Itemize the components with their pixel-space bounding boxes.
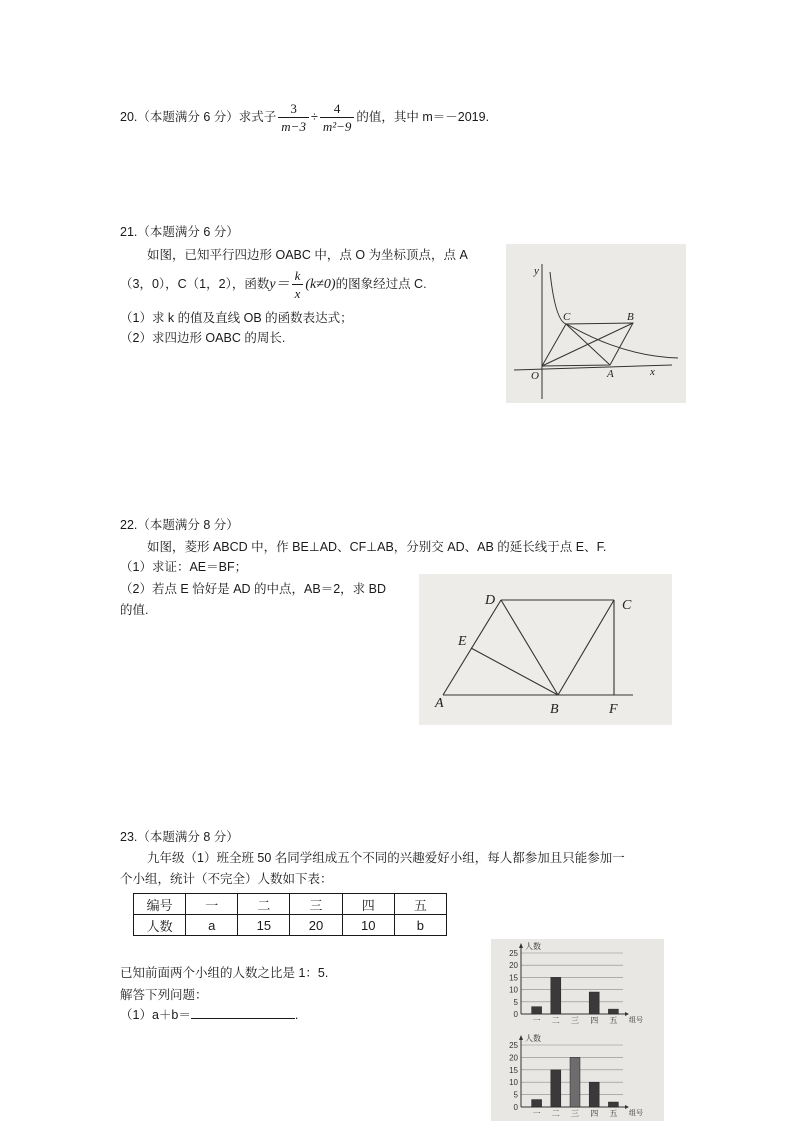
x-axis-label: 组号 [629, 1017, 643, 1024]
bar [589, 992, 599, 1014]
q20-divide-sign: ÷ [310, 110, 318, 124]
q22-line1: 如图，菱形 ABCD 中，作 BE⊥AD、CF⊥AB，分别交 AD、AB 的延长线于点 E、F. [147, 540, 607, 554]
side-bc [558, 600, 614, 695]
bar [551, 1070, 561, 1107]
q22-sub2b: 的值. [120, 603, 149, 617]
y-tick-label: 25 [509, 949, 518, 958]
q23-sub1: （1）a＋b＝ . [120, 1008, 299, 1022]
table-cell: 五 [394, 894, 446, 915]
table-cell: 四 [342, 894, 394, 915]
x-tick-label: 四 [590, 1109, 599, 1118]
table-cell: 20 [290, 915, 342, 936]
segment-be [471, 648, 558, 695]
y-tick-label: 5 [513, 997, 518, 1007]
q23-header: 23.（本题满分 8 分） [120, 830, 239, 844]
diagonal-ac [566, 324, 610, 365]
label-b: B [627, 311, 634, 323]
table-cell: 一 [186, 894, 238, 915]
bar [608, 1102, 618, 1107]
x-axis-arrow [625, 1012, 629, 1016]
side-ad [443, 600, 501, 695]
x-tick-label: 二 [551, 1016, 560, 1025]
x-axis-label: 组号 [629, 1110, 643, 1117]
y-axis-arrow [519, 943, 523, 948]
q20-suffix: 的值，其中 m＝－2019. [356, 110, 490, 124]
q21-line2: （3，0），C（1，2），函数y＝ $\frac{k}{x}$ (k≠0)的图象经过点 C. [120, 268, 427, 302]
bar [570, 1057, 580, 1107]
table-cell: 二 [238, 894, 290, 915]
y-tick-label: 15 [509, 973, 518, 983]
table-row [134, 915, 447, 936]
q21-sub1: （1）求 k 的值及直线 OB 的函数表达式； [120, 311, 353, 325]
bar [532, 1100, 542, 1107]
q23-line1: 九年级（1）班全班 50 名同学组成五个不同的兴趣爱好小组，每人都参加且只能参加一 [147, 851, 625, 865]
x-tick-label: 三 [571, 1016, 579, 1025]
table-cell: 人数 [134, 915, 186, 936]
bar-charts [491, 939, 664, 1121]
x-tick-label: 三 [571, 1109, 579, 1118]
q23-line2: 个小组，统计（不完全）人数如下表： [120, 872, 333, 886]
label-e: E [458, 634, 467, 649]
x-axis-arrow [625, 1105, 629, 1109]
label-b: B [550, 702, 559, 717]
y-tick-label: 10 [509, 985, 518, 995]
y-axis-label: 人数 [525, 1034, 541, 1043]
y-tick-label: 5 [513, 1090, 518, 1100]
table-header-row [134, 894, 447, 915]
y-tick-label: 25 [509, 1041, 518, 1050]
label-c: C [563, 311, 571, 323]
y-axis-arrow [519, 1035, 523, 1040]
q20-fraction-1: $\frac{3}{m-3}$ [278, 100, 309, 135]
x-tick-label: 一 [532, 1016, 541, 1025]
x-tick-label: 五 [609, 1109, 618, 1118]
label-f: F [609, 702, 618, 717]
table-cell: 三 [290, 894, 342, 915]
bar [551, 977, 561, 1014]
table-cell: b [394, 915, 446, 936]
y-tick-label: 15 [509, 1065, 518, 1075]
label-o: O [531, 370, 539, 382]
q20-prefix: 20.（本题满分 6 分）求式子 [120, 110, 277, 124]
bar [532, 1007, 542, 1014]
x-tick-label: 二 [551, 1109, 560, 1118]
y-tick-label: 0 [513, 1103, 518, 1112]
y-tick-label: 10 [509, 1078, 518, 1088]
q21-sub2: （2）求四边形 OABC 的周长. [120, 331, 286, 345]
q22-header: 22.（本题满分 8 分） [120, 518, 239, 532]
q21-line1: 如图，已知平行四边形 OABC 中，点 O 为坐标顶点，点 A [147, 248, 468, 262]
q22-sub1: （1）求证：AE＝BF； [120, 560, 248, 574]
y-tick-label: 20 [509, 961, 518, 971]
label-a: A [607, 368, 614, 380]
diagonal-bd [501, 600, 558, 695]
y-axis-label: 人数 [525, 942, 541, 951]
label-c: C [622, 598, 632, 613]
table-cell: a [186, 915, 238, 936]
label-y: y [534, 265, 539, 277]
q23-charts-photo [491, 939, 664, 1121]
x-tick-label: 五 [609, 1016, 618, 1025]
y-tick-label: 20 [509, 1053, 518, 1063]
q23-table [133, 893, 447, 936]
label-d: D [485, 593, 496, 608]
q23-line3: 已知前面两个小组的人数之比是 1：5. [120, 966, 329, 980]
q20-fraction-2: $\frac{4}{\text{m²−9}}$ [320, 100, 355, 135]
q21-header: 21.（本题满分 6 分） [120, 225, 239, 239]
bar [589, 1082, 599, 1107]
label-x: x [650, 366, 655, 378]
answer-blank[interactable] [191, 1006, 295, 1019]
y-tick-label: 0 [513, 1010, 518, 1019]
q20-line [120, 97, 489, 137]
q21-func-fraction: $\frac{k}{x}$ [292, 267, 304, 302]
x-tick-label: 一 [532, 1109, 541, 1118]
table-cell: 15 [238, 915, 290, 936]
table-cell: 编号 [134, 894, 186, 915]
q23-line4: 解答下列问题： [120, 988, 208, 1002]
q22-figure [419, 574, 672, 725]
label-a: A [435, 696, 444, 711]
x-tick-label: 四 [590, 1016, 599, 1025]
table-cell: 10 [342, 915, 394, 936]
q21-figure [506, 244, 686, 403]
bar [608, 1009, 618, 1014]
q22-sub2a: （2）若点 E 恰好是 AD 的中点，AB＝2，求 BD [120, 582, 387, 596]
